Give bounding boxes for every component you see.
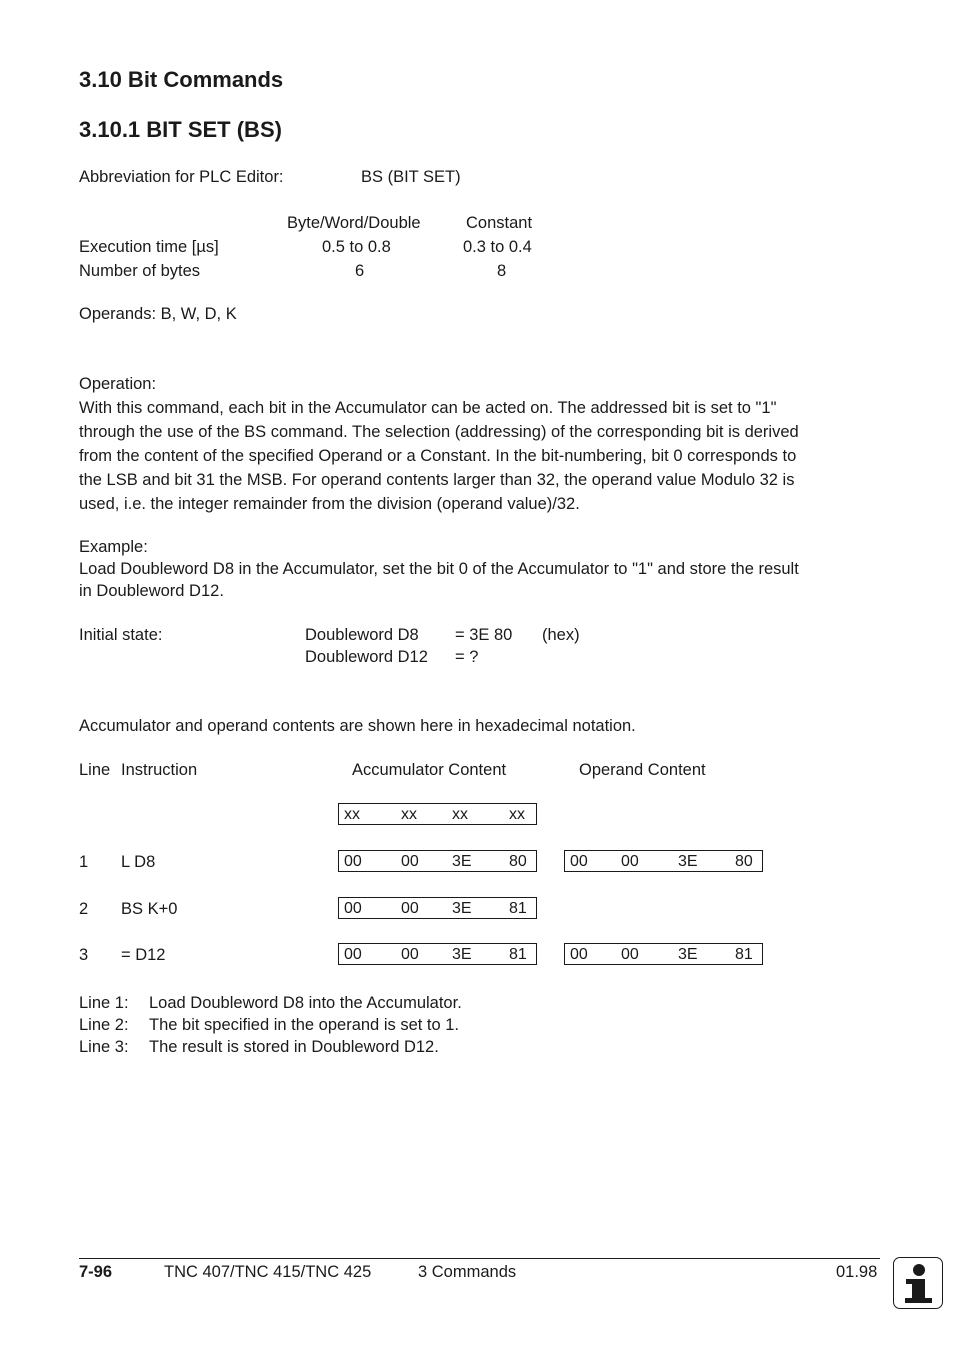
hex-byte: 3E	[452, 853, 472, 870]
accumulator-box	[338, 803, 537, 825]
footer-chapter: 3 Commands	[418, 1263, 517, 1281]
hex-byte: 3E	[452, 900, 472, 917]
operation-line: With this command, each bit in the Accumulator can be acted on. The addressed bit is set to "1"	[79, 399, 777, 417]
initial-state-eq: = ?	[455, 648, 479, 666]
hex-byte: 00	[344, 853, 362, 870]
hex-byte: 80	[509, 853, 527, 870]
table-row-instruction: L D8	[121, 853, 156, 871]
hex-byte: xx	[452, 806, 468, 823]
initial-state-name: Doubleword D12	[305, 648, 428, 666]
initial-state-unit: (hex)	[542, 626, 580, 644]
timing-col-header: Constant	[466, 214, 533, 232]
table-row-line: 1	[79, 853, 89, 871]
table-row-line: 3	[79, 946, 89, 964]
footer-rule	[79, 1258, 880, 1259]
operands-text: Operands: B, W, D, K	[79, 305, 237, 323]
hex-byte: 00	[401, 900, 419, 917]
hex-byte: 80	[735, 853, 753, 870]
accumulator-box	[338, 943, 537, 965]
footer-product: TNC 407/TNC 415/TNC 425	[164, 1263, 372, 1281]
subsection-heading: 3.10.1 BIT SET (BS)	[79, 117, 282, 142]
section-heading: 3.10 Bit Commands	[79, 67, 284, 92]
example-line: in Doubleword D12.	[79, 582, 224, 600]
hex-byte: 00	[621, 946, 639, 963]
timing-row-label: Number of bytes	[79, 262, 201, 280]
timing-cell: 0.5 to 0.8	[322, 238, 391, 256]
operand-box	[564, 943, 763, 965]
line-note-text: The result is stored in Doubleword D12.	[149, 1038, 439, 1056]
col-header-instruction: Instruction	[121, 761, 198, 779]
example-line: Load Doubleword D8 in the Accumulator, set the bit 0 of the Accumulator to "1" and store the result	[79, 560, 799, 578]
timing-col-header: Byte/Word/Double	[287, 214, 421, 232]
accumulator-box	[338, 897, 537, 919]
col-header-line: Line	[79, 761, 111, 779]
line-note-label: Line 3:	[79, 1038, 129, 1056]
hex-byte: 00	[344, 900, 362, 917]
abbreviation-label: Abbreviation for PLC Editor:	[79, 168, 284, 186]
hex-byte: xx	[401, 806, 417, 823]
hex-byte: 00	[401, 946, 419, 963]
operation-line: the LSB and bit 31 the MSB. For operand contents larger than 32, the operand value Modulo 32 is	[79, 471, 795, 489]
info-icon	[893, 1257, 943, 1309]
hex-byte: 00	[621, 853, 639, 870]
abbreviation-value: BS (BIT SET)	[361, 168, 461, 186]
line-note-label: Line 1:	[79, 994, 129, 1012]
hex-byte: 3E	[678, 853, 698, 870]
line-note-text: The bit specified in the operand is set to 1.	[149, 1016, 460, 1034]
initial-state-eq: = 3E 80	[455, 626, 513, 644]
timing-row-label: Execution time [µs]	[79, 238, 219, 256]
initial-state-name: Doubleword D8	[305, 626, 419, 644]
hex-byte: xx	[344, 806, 360, 823]
hex-byte: 00	[570, 946, 588, 963]
hex-byte: 81	[735, 946, 753, 963]
line-note-label: Line 2:	[79, 1016, 129, 1034]
hex-byte: 81	[509, 900, 527, 917]
table-row-instruction: BS K+0	[121, 900, 178, 918]
col-header-operand: Operand Content	[579, 761, 706, 779]
footer-date: 01.98	[836, 1263, 878, 1281]
operation-line: through the use of the BS command. The selection (addressing) of the corresponding bit is derived	[79, 423, 799, 441]
footer-page-number: 7-96	[79, 1263, 113, 1281]
initial-state-label: Initial state:	[79, 626, 163, 644]
accumulator-box	[338, 850, 537, 872]
operation-line: from the content of the specified Operand or a Constant. In the bit-numbering, bit 0 corresponds to	[79, 447, 797, 465]
timing-cell: 8	[497, 262, 507, 280]
operation-label: Operation:	[79, 375, 157, 393]
example-label: Example:	[79, 538, 148, 556]
col-header-accumulator: Accumulator Content	[352, 761, 507, 779]
hex-byte: 00	[401, 853, 419, 870]
hex-byte: xx	[509, 806, 525, 823]
hex-byte: 3E	[452, 946, 472, 963]
timing-cell: 6	[355, 262, 365, 280]
hex-byte: 81	[509, 946, 527, 963]
operation-line: used, i.e. the integer remainder from the division (operand value)/32.	[79, 495, 580, 513]
timing-cell: 0.3 to 0.4	[463, 238, 532, 256]
operand-box	[564, 850, 763, 872]
line-note-text: Load Doubleword D8 into the Accumulator.	[149, 994, 462, 1012]
hex-note: Accumulator and operand contents are shown here in hexadecimal notation.	[79, 717, 636, 735]
table-row-line: 2	[79, 900, 89, 918]
table-row-instruction: = D12	[121, 946, 166, 964]
hex-byte: 00	[570, 853, 588, 870]
hex-byte: 00	[344, 946, 362, 963]
hex-byte: 3E	[678, 946, 698, 963]
